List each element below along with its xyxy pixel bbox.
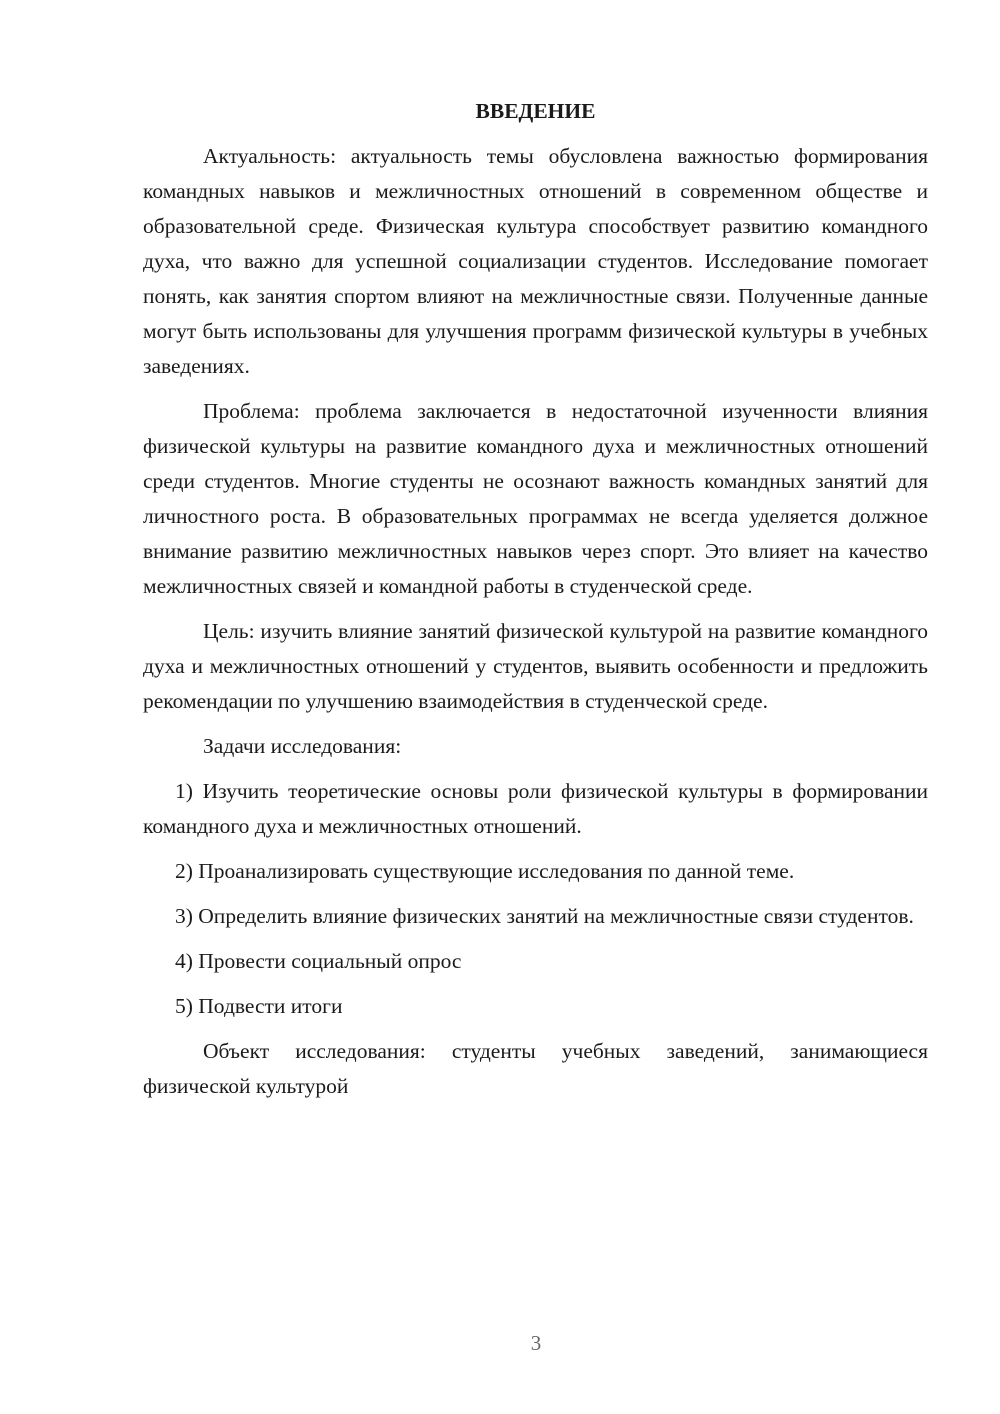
problem-paragraph: Проблема: проблема заключается в недостаточной изученности влияния физической культуры на развитие командного духа и межличностных отношений среди студентов. Многие студенты не осознают важность командных занятий для личностного роста. В образовательных программах не всегда уделяется должное внимание развитию межличностных навыков через спорт. Это влияет на качество межличностных связей и командной работы в студенческой среде.	[143, 399, 928, 598]
task-item-5: 5) Подвести итоги	[175, 994, 343, 1018]
task-item-2: 2) Проанализировать существующие исследования по данной теме.	[175, 859, 795, 883]
document-page	[143, 94, 928, 1114]
task-item-1: 1) Изучить теоретические основы роли физической культуры в формировании командного духа и межличностных отношений.	[143, 779, 928, 838]
tasks-title: Задачи исследования:	[203, 734, 402, 758]
section-heading: ВВЕДЕНИЕ	[475, 99, 596, 123]
task-item-3: 3) Определить влияние физических занятий на межличностные связи студентов.	[175, 904, 914, 928]
object-paragraph: Объект исследования: студенты учебных заведений, занимающиеся физической культурой	[143, 1039, 928, 1098]
page-number: 3	[530, 1331, 542, 1355]
goal-paragraph: Цель: изучить влияние занятий физической культурой на развитие командного духа и межличностных отношений у студентов, выявить особенности и предложить рекомендации по улучшению взаимодействия в студенческой среде.	[143, 619, 928, 713]
relevance-paragraph: Актуальность: актуальность темы обусловлена важностью формирования командных навыков и межличностных отношений в современном обществе и образовательной среде. Физическая культура способствует развитию командного духа, что важно для успешной социализации студентов. Исследование помогает понять, как занятия спортом влияют на межличностные связи. Полученные данные могут быть использованы для улучшения программ физической культуры в учебных заведениях.	[143, 144, 928, 378]
task-item-4: 4) Провести социальный опрос	[175, 949, 462, 973]
